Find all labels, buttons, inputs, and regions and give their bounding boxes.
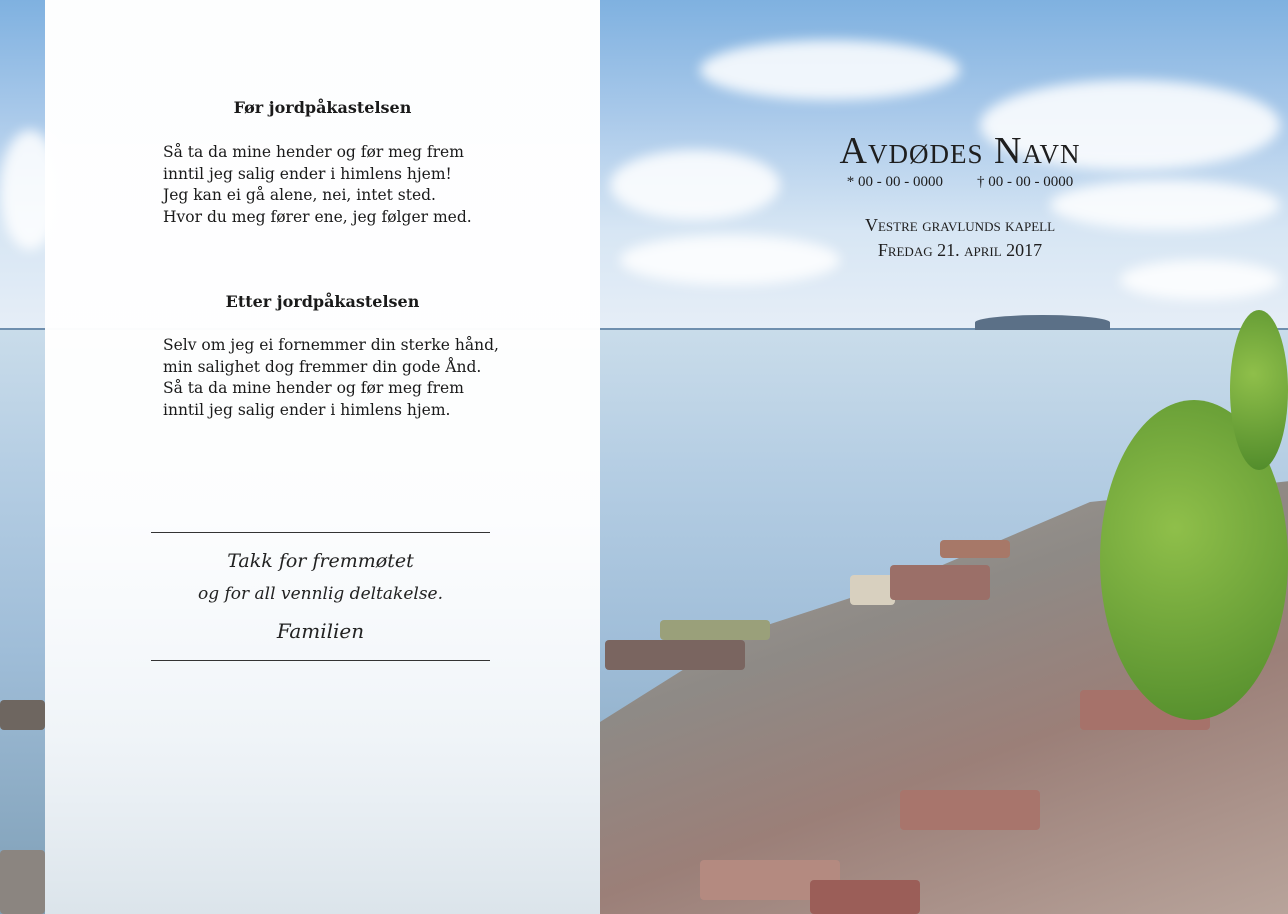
family-signature: Familien — [276, 619, 365, 643]
verse-line: inntil jeg salig ender i himlens hjem! — [163, 164, 452, 183]
verse-line: Selv om jeg ei fornemmer din sterke hånd, — [163, 336, 499, 354]
divider-bottom — [151, 660, 490, 661]
deceased-name: Avdødes Navn — [839, 130, 1081, 172]
rock-slab — [660, 620, 770, 640]
cover-title-block — [800, 128, 1120, 263]
rock-slab — [890, 565, 990, 600]
verse-line: Hvor du meg fører ene, jeg følger med. — [163, 207, 472, 226]
rock-slab — [0, 850, 45, 914]
death-date: † 00 - 00 - 0000 — [977, 174, 1074, 190]
verse-line: Så ta da mine hender og før meg frem — [163, 143, 464, 161]
verse-line: min salighet dog fremmer din gode Ånd. — [163, 357, 482, 376]
after-heading: Etter jordpåkastelsen — [225, 292, 420, 311]
cloud — [610, 150, 780, 220]
verse-line: inntil jeg salig ender i himlens hjem. — [163, 400, 451, 419]
after-verse — [163, 335, 583, 421]
verse-line: Så ta da mine hender og før meg frem — [163, 379, 464, 397]
verse-line: Jeg kan ei gå alene, nei, intet sted. — [163, 186, 436, 204]
rock-slab — [605, 640, 745, 670]
cloud — [1120, 260, 1280, 300]
life-dates — [800, 174, 1120, 191]
rock-slab — [850, 575, 895, 605]
rock-slab — [900, 790, 1040, 830]
green-bush — [1230, 310, 1288, 470]
ceremony-date: Fredag 21. april 2017 — [877, 240, 1043, 260]
island — [975, 315, 1110, 330]
thanks-line-1: Takk for fremmøtet — [227, 550, 414, 572]
rock-slab — [940, 540, 1010, 558]
thanks-line-2: og for all vennlig deltakelse. — [197, 584, 444, 604]
venue: Vestre gravlunds kapell — [864, 215, 1056, 235]
before-verse — [163, 142, 583, 228]
before-heading: Før jordpåkastelsen — [233, 98, 412, 117]
verse-panel — [45, 0, 600, 914]
rock-slab — [0, 700, 45, 730]
rock-slab — [810, 880, 920, 914]
ceremony-info — [800, 213, 1120, 263]
divider-top — [151, 532, 490, 533]
birth-date: * 00 - 00 - 0000 — [846, 174, 943, 190]
cloud — [700, 40, 960, 100]
